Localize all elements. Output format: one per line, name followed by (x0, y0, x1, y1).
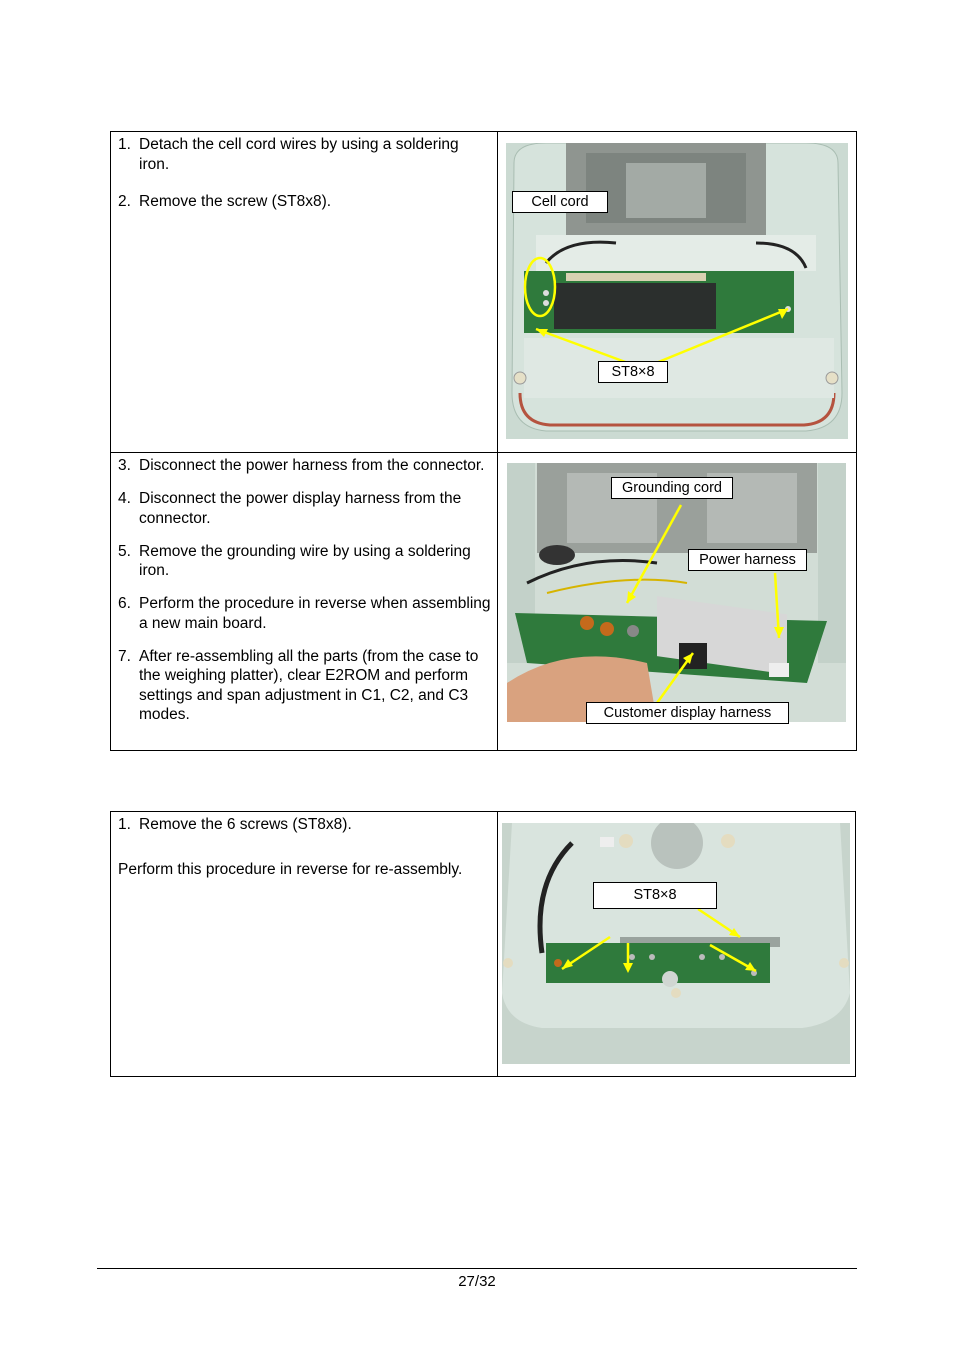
callout-customer-display-harness: Customer display harness (586, 702, 789, 724)
callout-screws-st8x8: ST8×8 (593, 882, 717, 909)
step-3: 3. Disconnect the power harness from the connector. (118, 457, 485, 474)
step-2: 2. Remove the screw (ST8x8). (118, 193, 332, 210)
step-5: 5. Remove the grounding wire by using a soldering iron. (118, 542, 471, 579)
main-board-photo-2 (507, 463, 846, 722)
reassembly-note: Perform this procedure in reverse for re-assembly. (118, 860, 463, 878)
footer-rule (97, 1268, 857, 1269)
procedure-table-2 (110, 811, 856, 1077)
callout-grounding-cord: Grounding cord (611, 477, 733, 499)
callout-cell-cord: Cell cord (512, 191, 608, 213)
step-1: 1. Detach the cell cord wires by using a soldering iron. (118, 136, 459, 173)
main-board-photo-1 (506, 143, 848, 439)
step-4: 4. Disconnect the power display harness from the connector. (118, 490, 462, 527)
step-1-screws: 1. Remove the 6 screws (ST8x8). (118, 816, 352, 833)
callout-power-harness: Power harness (688, 549, 807, 571)
row1-instructions (111, 132, 498, 452)
table2-instructions (111, 812, 498, 1076)
callout-screw-st8x8: ST8×8 (598, 361, 668, 383)
row2-instructions (111, 453, 498, 750)
procedure-table-1 (110, 131, 857, 751)
step-6: 6. Perform the procedure in reverse when assembling a new main board. (118, 595, 491, 632)
page-number: 27/32 (458, 1273, 496, 1290)
step-7: 7. After re-assembling all the parts (from the case to the weighing platter), clear E2ROM and perform settings and span adjustment in C1, C2, and C3 modes. (118, 647, 479, 723)
display-board-photo (502, 823, 850, 1064)
